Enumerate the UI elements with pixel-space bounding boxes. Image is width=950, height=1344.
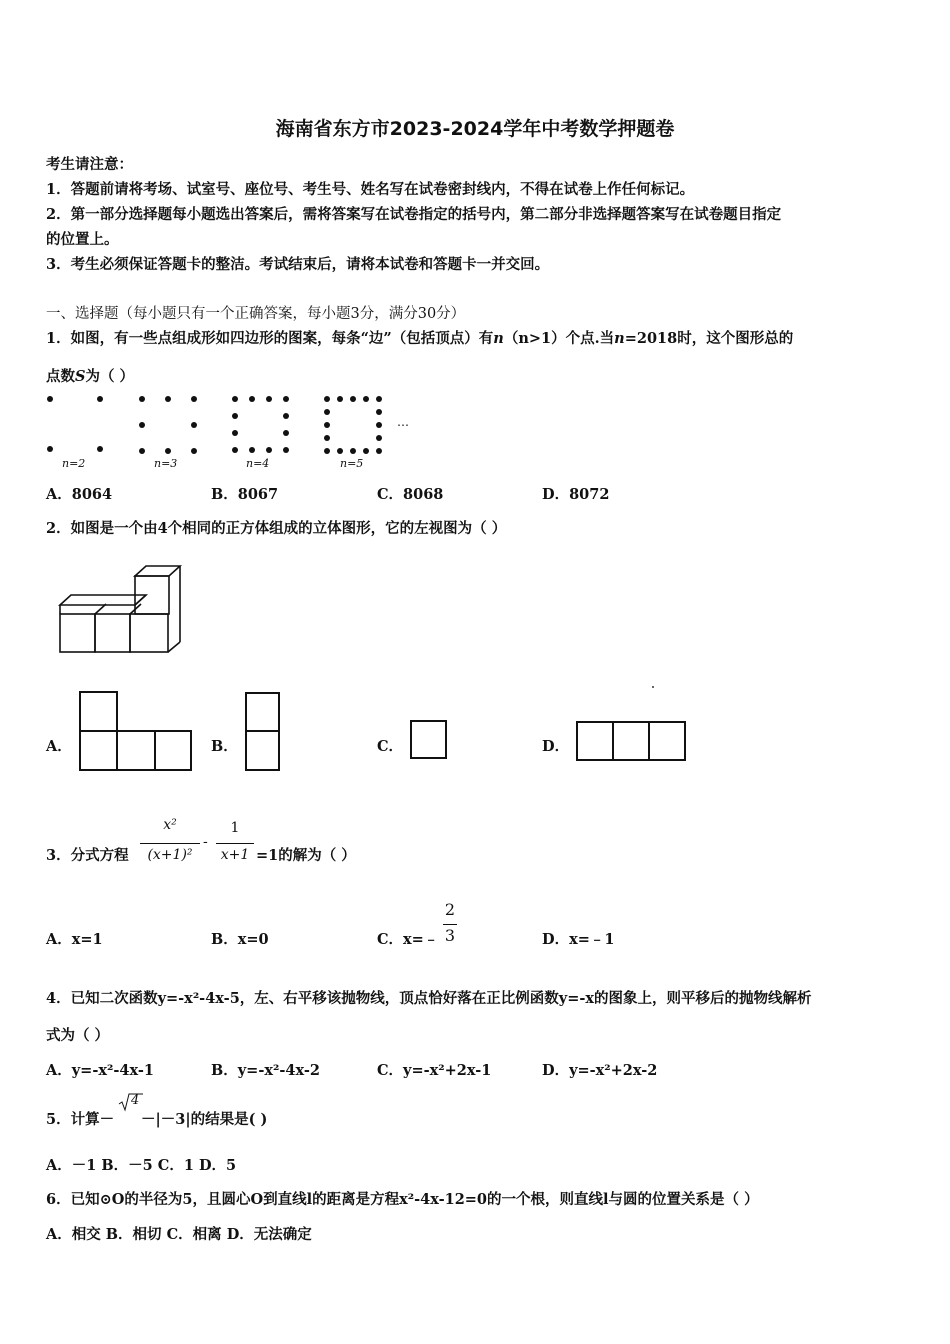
pattern-dot [376,435,382,441]
pattern-dot [324,422,330,428]
pattern-dot [283,447,289,453]
q3-minus: - [203,834,208,850]
q2-option-c-figure[interactable] [409,719,449,761]
pattern-dot [232,413,238,419]
q3-fraction2-numerator: 1 [230,820,240,836]
q3-option-c-numerator: 2 [444,900,456,919]
pattern-dot [266,447,272,453]
q1-option-d[interactable]: D．8072 [542,486,610,503]
pattern-dot [350,396,356,402]
pattern-dot [283,396,289,402]
pattern-dot [283,413,289,419]
pattern-dot [324,435,330,441]
pattern-dot [165,448,171,454]
notice-item-2-cont: 的位置上。 [46,231,119,248]
pattern-dot [47,396,53,402]
pattern-dot [232,396,238,402]
q2-option-d[interactable]: D． [542,738,570,755]
stray-mark [652,686,654,688]
q3-fraction1-bar [140,843,200,844]
q2-option-b-figure[interactable] [244,691,282,773]
pattern-dot [324,396,330,402]
pattern-dot [47,446,53,452]
q3-option-a[interactable]: A．x=1 [46,931,103,948]
pattern-dot [363,448,369,454]
pattern-dot [97,446,103,452]
pattern-dot [249,447,255,453]
q3-option-d[interactable]: D．x=﹣1 [542,931,615,948]
pattern-dot [139,396,145,402]
q4-option-c[interactable]: C．y=-x²+2x-1 [377,1062,492,1079]
pattern-dot [350,448,356,454]
label-n2: n=2 [62,457,86,470]
pattern-dot [232,447,238,453]
question-4-text-line2: 式为（ ） [46,1027,110,1044]
question-4-text: 4．已知二次函数y=-x²-4x-5，左、右平移该抛物线，顶点恰好落在正比例函数y=-x的图象上，则平移后的抛物线解析 [46,990,812,1007]
q5-radicand: 4 [131,1093,140,1108]
label-n3: n=3 [154,457,178,470]
ellipsis: … [397,415,409,429]
pattern-dot [324,448,330,454]
pattern-dot [376,409,382,415]
q3-suffix: =1的解为（ ） [256,847,356,864]
q6-options[interactable]: A．相交 B．相切 C．相离 D．无法确定 [46,1226,312,1243]
pattern-dot [324,409,330,415]
q4-option-a[interactable]: A．y=-x²-4x-1 [46,1062,154,1079]
q3-prefix: 3．分式方程 [46,847,129,864]
pattern-dot [139,422,145,428]
q1-text-b: =2018时，这个图形总的 [624,330,794,347]
pattern-dot [266,396,272,402]
q1-var-n: n [493,330,504,347]
q4-option-b[interactable]: B．y=-x²-4x-2 [211,1062,320,1079]
q3-option-b[interactable]: B．x=0 [211,931,269,948]
q1-text-c: 点数 [46,368,75,385]
pattern-dot [97,396,103,402]
q1-text-paren: （n>1）个点.当 [503,330,615,347]
q2-option-a[interactable]: A． [46,738,72,755]
pattern-dot [376,396,382,402]
q2-option-a-figure[interactable] [78,690,194,772]
q5-prefix: 5．计算－ [46,1111,115,1128]
pattern-dot [376,422,382,428]
q1-text-a: 1．如图，有一些点组成形如四边形的图案，每条“边”（包括顶点）有 [46,330,494,347]
pattern-dot [363,396,369,402]
q3-option-c[interactable]: C．x=﹣ [377,931,439,948]
q2-option-c[interactable]: C． [377,738,404,755]
q1-option-b[interactable]: B．8067 [211,486,279,503]
q2-option-d-figure[interactable] [575,719,689,764]
q4-option-d[interactable]: D．y=-x²+2x-2 [542,1062,658,1079]
label-n5: n=5 [340,457,364,470]
notice-item-3: 3．考生必须保证答题卡的整洁。考试结束后，请将本试卷和答题卡一并交回。 [46,256,550,273]
q5-suffix: －|－3|的结果是( ) [141,1111,268,1128]
pattern-dot [337,448,343,454]
q3-fraction1-numerator: x² [163,817,177,833]
notice-item-2: 2．第一部分选择题每小题选出答案后，需将答案写在试卷指定的括号内，第二部分非选择题答案写在试卷题目指定 [46,206,782,223]
label-n4: n=4 [246,457,270,470]
q3-fraction1-denominator: (x+1)² [147,847,193,863]
pattern-dot [283,430,289,436]
q1-option-c[interactable]: C．8068 [377,486,444,503]
q5-options[interactable]: A．－1 B．－5 C．1 D．5 [46,1157,237,1174]
q1-var-s: S [75,368,86,385]
q2-option-b[interactable]: B． [211,738,238,755]
pattern-dot [191,396,197,402]
pattern-dot [376,448,382,454]
pattern-dot [232,430,238,436]
section-heading: 一、选择题（每小题只有一个正确答案，每小题3分，满分30分） [46,306,466,322]
question-2-text: 2．如图是一个由4个相同的正方体组成的立体图形，它的左视图为（ ） [46,520,507,537]
notice-heading: 考生请注意： [46,156,133,173]
q3-fraction2-bar [216,843,254,844]
cube-solid-figure [55,562,185,658]
pattern-dot [191,448,197,454]
q1-var-n2: n [614,330,625,347]
q3-fraction2-denominator: x+1 [220,847,250,863]
notice-item-1: 1．答题前请将考场、试室号、座位号、考生号、姓名写在试卷密封线内，不得在试卷上作任何标记。 [46,181,695,198]
q1-text-d: 为（ ） [85,368,135,385]
pattern-dot [249,396,255,402]
pattern-dot [165,396,171,402]
pattern-dot [337,396,343,402]
question-1-text-line2 [46,365,134,386]
question-1-text [46,327,793,348]
pattern-dot [191,422,197,428]
q1-option-a[interactable]: A．8064 [46,486,113,503]
page-title: 海南省东方市2023-2024学年中考数学押题卷 [275,118,675,140]
question-6-text: 6．已知⊙O的半径为5，且圆心O到直线l的距离是方程x²-4x-12=0的一个根，则直线l与圆的位置关系是（ ） [46,1191,759,1208]
q3-option-c-bar [443,924,457,925]
q3-option-c-denominator: 3 [444,926,456,945]
pattern-dot [139,448,145,454]
